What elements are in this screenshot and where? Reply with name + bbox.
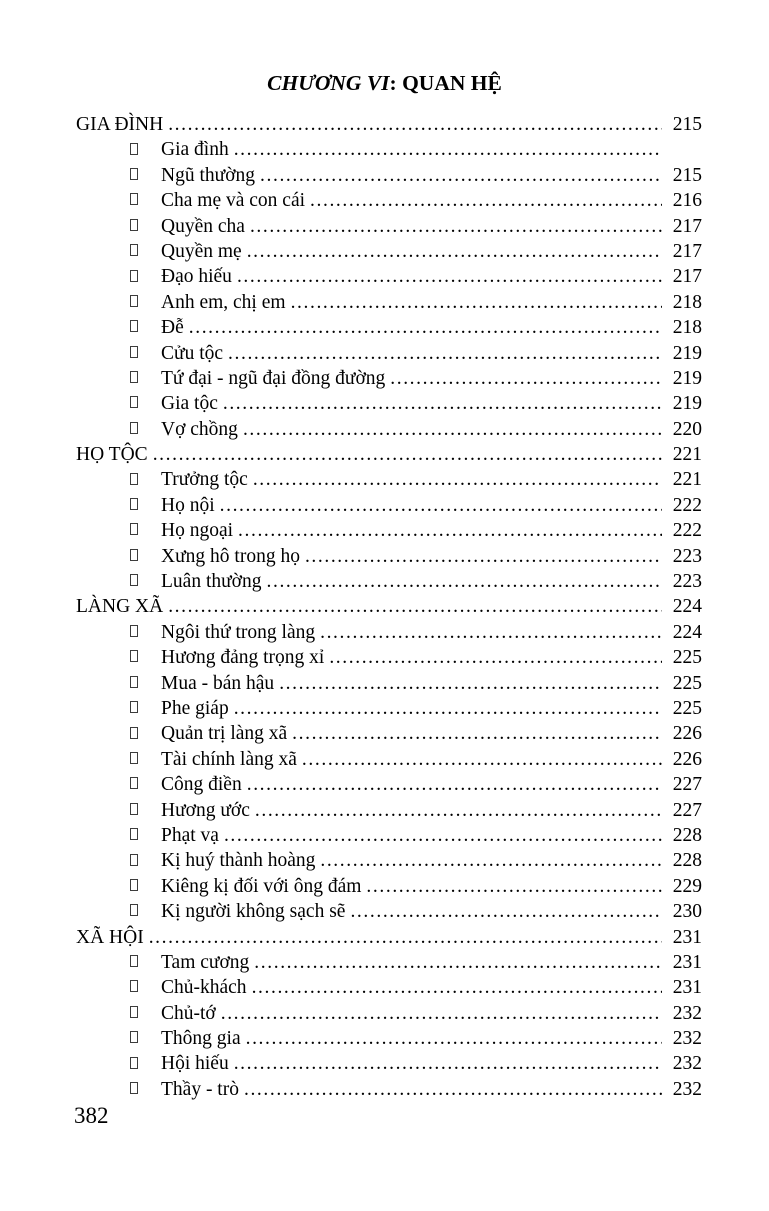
toc-entry-page: 226 xyxy=(672,723,702,745)
square-bullet-icon xyxy=(130,980,138,992)
toc-item-row xyxy=(76,848,702,873)
toc-entry-label: Họ nội xyxy=(161,494,215,516)
toc-entry-page: 230 xyxy=(672,901,702,923)
dot-leader xyxy=(241,1026,662,1051)
square-bullet-icon xyxy=(130,143,138,155)
square-bullet-icon xyxy=(130,879,138,891)
toc-entry-page: 232 xyxy=(672,1078,702,1100)
square-bullet-icon xyxy=(130,270,138,282)
toc-entry-label: Chủ-tớ xyxy=(161,1002,216,1024)
toc-entry-page: 226 xyxy=(672,748,702,770)
toc-item-row xyxy=(76,950,702,975)
square-bullet-icon xyxy=(130,219,138,231)
chapter-name: : QUAN HỆ xyxy=(389,71,502,95)
toc-section-row xyxy=(76,925,702,950)
dot-leader xyxy=(305,188,662,213)
dot-leader xyxy=(245,214,662,239)
toc-item-row xyxy=(76,417,702,442)
toc-item-row xyxy=(76,264,702,289)
toc-entry-page: 223 xyxy=(672,545,702,567)
toc-item-row xyxy=(76,467,702,492)
toc-entry-page: 221 xyxy=(672,444,702,466)
dot-leader xyxy=(216,1001,662,1026)
dot-leader xyxy=(242,239,662,264)
toc-item-row xyxy=(76,823,702,848)
toc-entry-label: Hội hiếu xyxy=(161,1053,229,1075)
toc-entry-label: Kị huý thành hoàng xyxy=(161,850,316,872)
square-bullet-icon xyxy=(130,727,138,739)
toc-entry-page: 220 xyxy=(672,418,702,440)
toc-entry-page: 219 xyxy=(672,393,702,415)
toc-item-row xyxy=(76,671,702,696)
dot-leader xyxy=(315,620,662,645)
toc-entry-label: Gia tộc xyxy=(161,393,218,415)
toc-entry-label: Tứ đại - ngũ đại đồng đường xyxy=(161,367,386,389)
toc-entry-page: 221 xyxy=(672,469,702,491)
toc-item-row xyxy=(76,188,702,213)
square-bullet-icon xyxy=(130,193,138,205)
toc-item-row xyxy=(76,645,702,670)
square-bullet-icon xyxy=(130,676,138,688)
dot-leader xyxy=(274,671,662,696)
toc-entry-page: 224 xyxy=(672,621,702,643)
toc-entry-page: 224 xyxy=(672,596,702,618)
dot-leader xyxy=(361,874,662,899)
dot-leader xyxy=(184,315,662,340)
square-bullet-icon xyxy=(130,523,138,535)
toc-entry-label: Hương ước xyxy=(161,799,250,821)
toc-entry-label: Đạo hiếu xyxy=(161,266,232,288)
toc-item-row xyxy=(76,366,702,391)
toc-entry-page: 215 xyxy=(672,114,702,135)
toc-entry-page: 217 xyxy=(672,266,702,288)
toc-item-row xyxy=(76,1026,702,1051)
dot-leader xyxy=(163,112,662,137)
dot-leader xyxy=(229,1051,662,1076)
toc-entry-label: Quyền cha xyxy=(161,215,245,237)
toc-entry-label: Chủ-khách xyxy=(161,977,247,999)
toc-entry-page: 225 xyxy=(672,647,702,669)
square-bullet-icon xyxy=(130,1082,138,1094)
toc-entry-page: 229 xyxy=(672,875,702,897)
toc-entry-label: Cha mẹ và con cái xyxy=(161,190,306,212)
toc-entry-label: Xưng hô trong họ xyxy=(161,545,300,567)
toc-entry-label: Tài chính làng xã xyxy=(161,748,297,770)
dot-leader xyxy=(218,391,662,416)
square-bullet-icon xyxy=(130,396,138,408)
dot-leader xyxy=(229,137,662,162)
toc-item-row xyxy=(76,1001,702,1026)
toc-item-row xyxy=(76,341,702,366)
toc-entry-label: Trưởng tộc xyxy=(161,469,248,491)
toc-entry-label: Mua - bán hậu xyxy=(161,672,275,694)
toc-entry-label: HỌ TỘC xyxy=(76,444,148,466)
toc-entry-label: GIA ĐÌNH xyxy=(76,114,164,135)
square-bullet-icon xyxy=(130,854,138,866)
toc-entry-label: Thông gia xyxy=(161,1028,241,1050)
dot-leader xyxy=(229,696,662,721)
toc-item-row xyxy=(76,290,702,315)
toc-entry-page: 225 xyxy=(672,672,702,694)
square-bullet-icon xyxy=(130,422,138,434)
dot-leader xyxy=(242,772,662,797)
toc-entry-label: Ngũ thường xyxy=(161,164,256,186)
square-bullet-icon xyxy=(130,955,138,967)
toc-entry-label: XÃ HỘI xyxy=(76,926,144,948)
toc-entry-page: 228 xyxy=(672,824,702,846)
dot-leader xyxy=(255,163,662,188)
dot-leader xyxy=(286,290,662,315)
square-bullet-icon xyxy=(130,346,138,358)
dot-leader xyxy=(300,544,662,569)
toc-entry-label: Phạt vạ xyxy=(161,824,219,846)
toc-item-row xyxy=(76,239,702,264)
dot-leader xyxy=(239,1077,662,1102)
square-bullet-icon xyxy=(130,625,138,637)
toc-entry-label: Công điền xyxy=(161,774,242,796)
toc-entry-page: 231 xyxy=(672,977,702,999)
toc-entry-label: Luân thường xyxy=(161,571,262,593)
toc-item-row xyxy=(76,798,702,823)
toc-entry-label: Quản trị làng xã xyxy=(161,723,288,745)
toc-entry-label: Ngôi thứ trong làng xyxy=(161,621,316,643)
toc-item-row xyxy=(76,696,702,721)
dot-leader xyxy=(297,747,662,772)
square-bullet-icon xyxy=(130,803,138,815)
toc-entry-label: Anh em, chị em xyxy=(161,291,286,313)
dot-leader xyxy=(238,417,662,442)
dot-leader xyxy=(148,442,662,467)
dot-leader xyxy=(247,975,662,1000)
toc-item-row xyxy=(76,874,702,899)
square-bullet-icon xyxy=(130,1006,138,1018)
toc-entry-page: 227 xyxy=(672,799,702,821)
table-of-contents xyxy=(76,112,702,1102)
toc-item-row xyxy=(76,315,702,340)
toc-entry-label: Vợ chồng xyxy=(161,418,238,440)
toc-item-row xyxy=(76,214,702,239)
toc-entry-label: Quyền mẹ xyxy=(161,240,242,262)
toc-item-row xyxy=(76,620,702,645)
dot-leader xyxy=(287,721,662,746)
toc-entry-page: 218 xyxy=(672,291,702,313)
dot-leader xyxy=(219,823,662,848)
toc-item-row xyxy=(76,1077,702,1102)
square-bullet-icon xyxy=(130,244,138,256)
square-bullet-icon xyxy=(130,320,138,332)
toc-entry-page: 223 xyxy=(672,571,702,593)
toc-entry-page: 219 xyxy=(672,342,702,364)
toc-entry-label: Tam cương xyxy=(161,951,250,973)
toc-item-row xyxy=(76,721,702,746)
dot-leader xyxy=(249,950,662,975)
toc-item-row xyxy=(76,391,702,416)
dot-leader xyxy=(144,925,662,950)
toc-item-row xyxy=(76,518,702,543)
dot-leader xyxy=(232,264,662,289)
toc-entry-page: 225 xyxy=(672,697,702,719)
square-bullet-icon xyxy=(130,295,138,307)
toc-section-row xyxy=(76,442,702,467)
dot-leader xyxy=(248,467,662,492)
toc-entry-page: 228 xyxy=(672,850,702,872)
toc-item-row xyxy=(76,899,702,924)
toc-entry-page: 227 xyxy=(672,774,702,796)
dot-leader xyxy=(385,366,662,391)
square-bullet-icon xyxy=(130,777,138,789)
toc-entry-label: Kị người không sạch sẽ xyxy=(161,901,346,923)
toc-entry-label: Gia đình xyxy=(161,139,229,161)
toc-entry-label: Hương đảng trọng xỉ xyxy=(161,647,325,669)
toc-entry-label: Thầy - trò xyxy=(161,1078,239,1100)
toc-item-row xyxy=(76,772,702,797)
dot-leader xyxy=(345,899,662,924)
toc-item-row xyxy=(76,975,702,1000)
toc-entry-page: 222 xyxy=(672,494,702,516)
toc-entry-page: 217 xyxy=(672,240,702,262)
square-bullet-icon xyxy=(130,549,138,561)
toc-entry-label: Phe giáp xyxy=(161,697,229,719)
square-bullet-icon xyxy=(130,574,138,586)
square-bullet-icon xyxy=(130,904,138,916)
dot-leader xyxy=(324,645,662,670)
dot-leader xyxy=(250,798,662,823)
toc-entry-label: Cửu tộc xyxy=(161,342,224,364)
toc-item-row xyxy=(76,1051,702,1076)
toc-section-row xyxy=(76,112,702,137)
chapter-title xyxy=(0,71,769,96)
toc-item-row xyxy=(76,163,702,188)
toc-item-row xyxy=(76,493,702,518)
square-bullet-icon xyxy=(130,650,138,662)
square-bullet-icon xyxy=(130,701,138,713)
toc-entry-label: Đễ xyxy=(161,317,184,339)
toc-entry-label: LÀNG XÃ xyxy=(76,596,164,618)
toc-entry-page: 222 xyxy=(672,520,702,542)
toc-entry-page: 232 xyxy=(672,1053,702,1075)
toc-entry-page: 216 xyxy=(672,190,702,212)
toc-entry-page: 218 xyxy=(672,317,702,339)
toc-entry-page: 215 xyxy=(672,164,702,186)
toc-entry-label: Kiêng kị đối với ông đám xyxy=(161,875,362,897)
toc-entry-page: 231 xyxy=(672,951,702,973)
chapter-number: CHƯƠNG VI xyxy=(267,71,390,95)
page-number: 382 xyxy=(74,1103,109,1128)
square-bullet-icon xyxy=(130,498,138,510)
square-bullet-icon xyxy=(130,828,138,840)
square-bullet-icon xyxy=(130,168,138,180)
square-bullet-icon xyxy=(130,1057,138,1069)
dot-leader xyxy=(215,493,662,518)
dot-leader xyxy=(262,569,663,594)
toc-entry-page: 232 xyxy=(672,1028,702,1050)
toc-entry-label: Họ ngoại xyxy=(161,520,234,542)
square-bullet-icon xyxy=(130,752,138,764)
dot-leader xyxy=(223,341,662,366)
dot-leader xyxy=(163,594,662,619)
toc-section-row xyxy=(76,594,702,619)
toc-entry-page: 217 xyxy=(672,215,702,237)
toc-entry-page: 232 xyxy=(672,1002,702,1024)
toc-entry-page: 219 xyxy=(672,367,702,389)
toc-item-row xyxy=(76,544,702,569)
dot-leader xyxy=(315,848,662,873)
toc-item-row xyxy=(76,747,702,772)
toc-item-row xyxy=(76,137,702,162)
toc-entry-page: 231 xyxy=(672,926,702,948)
square-bullet-icon xyxy=(130,473,138,485)
dot-leader xyxy=(233,518,662,543)
square-bullet-icon xyxy=(130,371,138,383)
toc-item-row xyxy=(76,569,702,594)
square-bullet-icon xyxy=(130,1031,138,1043)
